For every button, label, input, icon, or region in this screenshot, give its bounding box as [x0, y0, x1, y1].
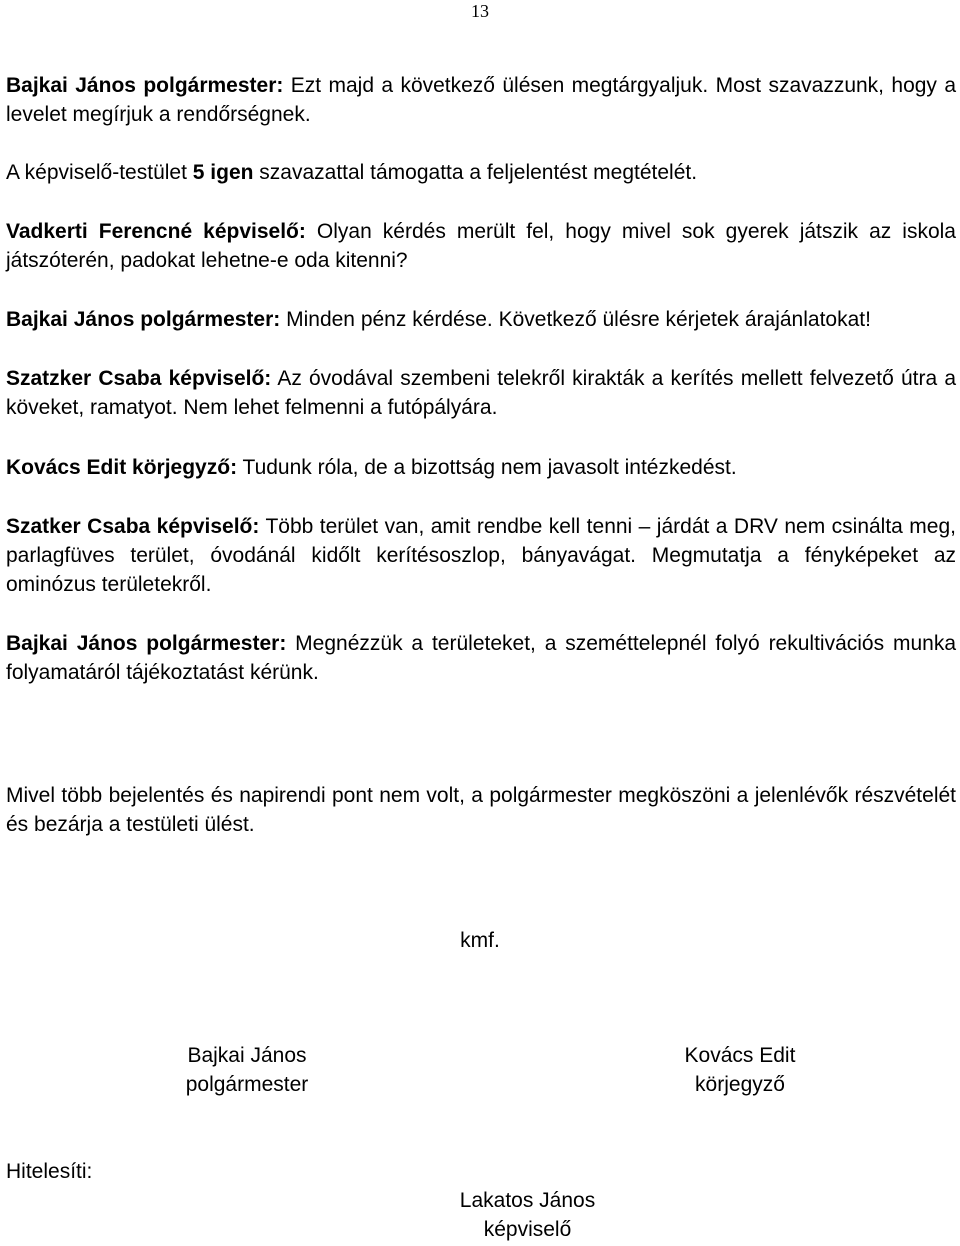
- speaker-label: Kovács Edit körjegyző:: [6, 456, 238, 479]
- minutes-body: [6, 71, 956, 718]
- speaker-label: Szatker Csaba képviselő:: [6, 515, 260, 538]
- signer-name: Bajkai János: [187, 1044, 307, 1067]
- paragraph-6: [6, 453, 956, 482]
- speaker-label: Vadkerti Ferencné képviselő:: [6, 220, 306, 243]
- paragraph-vote: [6, 158, 956, 187]
- kmf-label: kmf.: [460, 929, 500, 952]
- certifies-label: Hitelesíti:: [6, 1160, 93, 1183]
- paragraph-text: Az óvodával szembeni telekről kirakták a kerítés mellett felvezető útra a köveket, ramatyot. Nem lehet felmenni a futópályára.: [6, 367, 957, 419]
- paragraph-8: [6, 629, 956, 687]
- paragraph-3: [6, 217, 956, 275]
- paragraph-4: [6, 305, 956, 334]
- paragraph-7: [6, 512, 956, 599]
- vote-text-post: szavazattal támogatta a feljelentést megtételét.: [253, 161, 698, 184]
- signature-notary: [630, 1041, 850, 1099]
- paragraph-text: Ezt majd a következő ülésen megtárgyaljuk. Most szavazzunk, hogy a levelet megírjuk a rendőrségnek.: [6, 74, 956, 126]
- paragraph-1: [6, 71, 956, 129]
- speaker-label: Bajkai János polgármester:: [6, 308, 281, 331]
- signature-mayor: [142, 1041, 352, 1099]
- signer-name: Kovács Edit: [684, 1044, 796, 1067]
- page-number: 13: [471, 1, 489, 21]
- signer-name: Lakatos János: [459, 1189, 596, 1212]
- speaker-label: Bajkai János polgármester:: [6, 74, 284, 97]
- paragraph-text: Minden pénz kérdése. Következő ülésre kérjetek árajánlatokat!: [280, 308, 871, 331]
- paragraph-text: Megnézzük a területeket, a szeméttelepnél folyó rekultivációs munka folyamatáról tájékoztatást kérünk.: [6, 632, 956, 684]
- paragraph-5: [6, 364, 956, 422]
- paragraph-text: Több terület van, amit rendbe kell tenni – járdát a DRV nem csinálta meg, parlagfüves terület, óvodánál kidőlt kerítésoszlop, bányavágat. Megmutatja a fényképeket az ominózus területekről.: [6, 515, 956, 596]
- closing-statement: Mivel több bejelentés és napirendi pont nem volt, a polgármester megköszöni a jelenlévők részvételét és bezárja a testületi ülést.: [6, 784, 956, 836]
- paragraph-text: Olyan kérdés merült fel, hogy mivel sok gyerek játszik az iskola játszóterén, padokat lehetne-e oda kitenni?: [6, 220, 956, 272]
- speaker-label: Szatzker Csaba képviselő:: [6, 367, 272, 390]
- vote-text-pre: A képviselő-testület: [6, 161, 193, 184]
- vote-count: 5 igen: [192, 161, 254, 184]
- signer-title: képviselő: [483, 1218, 572, 1241]
- paragraph-text: Tudunk róla, de a bizottság nem javasolt intézkedést.: [237, 456, 737, 479]
- signature-certifier: [420, 1186, 635, 1244]
- speaker-label: Bajkai János polgármester:: [6, 632, 287, 655]
- signer-title: polgármester: [185, 1073, 309, 1096]
- signer-title: körjegyző: [695, 1073, 785, 1096]
